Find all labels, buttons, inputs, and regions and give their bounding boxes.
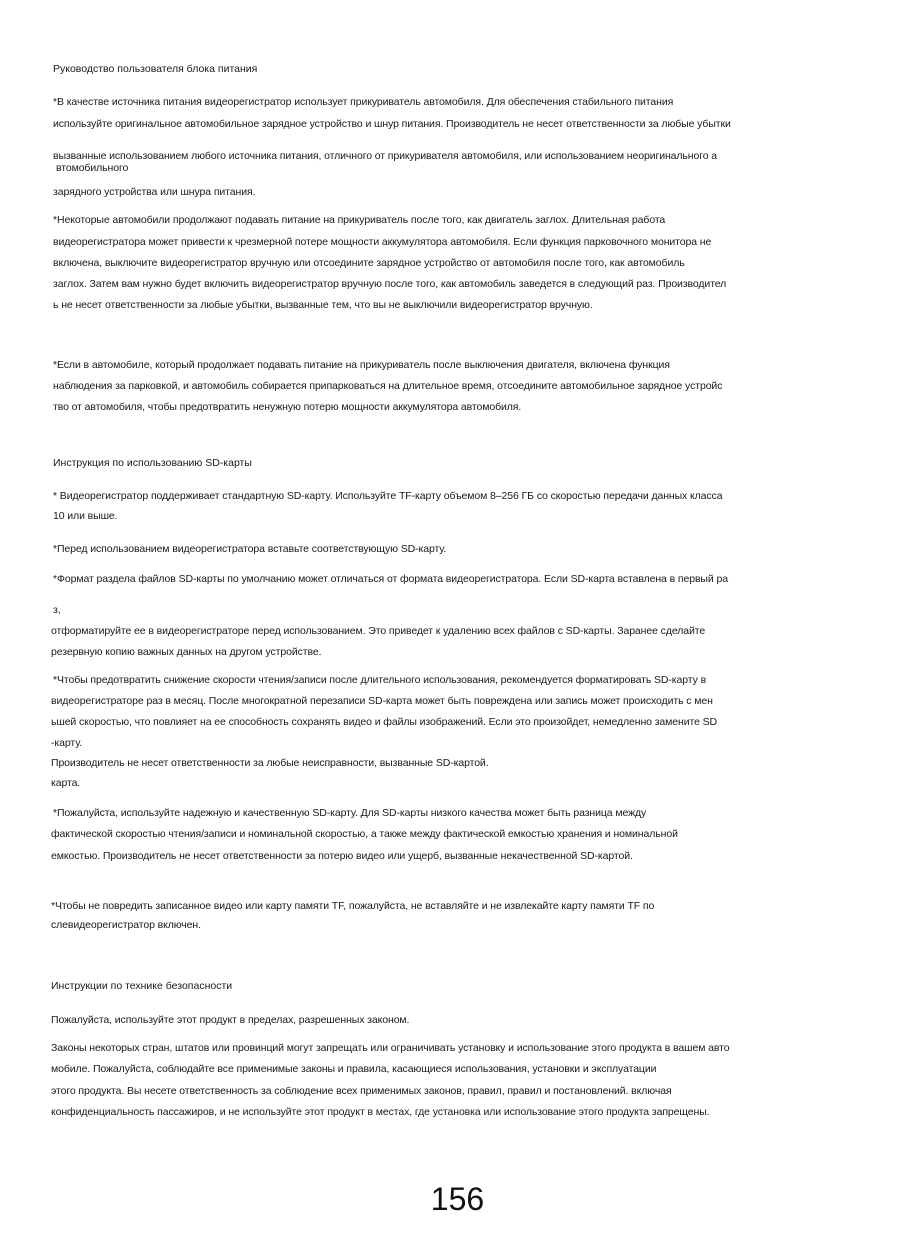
safety-line: Пожалуйста, используйте этот продукт в пределах, разрешенных законом. — [51, 1014, 410, 1026]
power-line: втомобильного — [56, 162, 129, 174]
safety-line: этого продукта. Вы несете ответственность за соблюдение всех применимых законов, правил, правил и постановлений. включая — [51, 1085, 672, 1097]
sd-line: *Чтобы не повредить записанное видео или карту памяти TF, пожалуйста, не вставляйте и не извлекайте карту памяти TF по — [51, 900, 655, 912]
safety-line: конфиденциальность пассажиров, и не используйте этот продукт в местах, где установка или использование этого продукта запрещены. — [51, 1106, 710, 1118]
power-line: видеорегистратора может привести к чрезмерной потере мощности аккумулятора автомобиля. Если функция парковочного монитора не — [53, 236, 712, 248]
sd-line: видеорегистраторе раз в месяц. После многократной перезаписи SD-карта может быть повреждена или запись может происходить с мен — [51, 695, 713, 707]
sd-line: ьшей скоростью, что повлияет на ее способность сохранять видео и файлы изображений. Если это произойдет, немедленно замените SD — [51, 716, 718, 728]
power-line: включена, выключите видеорегистратор вручную или отсоедините зарядное устройство от автомобиля после того, как автомобиль — [53, 257, 685, 269]
sd-line: з, — [53, 604, 61, 616]
sd-line: 10 или выше. — [53, 510, 118, 522]
sd-line: фактической скоростью чтения/записи и номинальной скоростью, а также между фактической емкостью хранения и номинальной — [51, 828, 678, 840]
page-number: 156 — [430, 1181, 485, 1217]
sd-line: *Чтобы предотвратить снижение скорости чтения/записи после длительного использования, рекомендуется форматировать SD-карту в — [53, 674, 707, 686]
power-line: вызванные использованием любого источника питания, отличного от прикуривателя автомобиля, или использованием неоригинального а — [53, 150, 718, 162]
sd-line: * Видеорегистратор поддерживает стандартную SD-карту. Используйте TF-карту объемом 8–256 ГБ со скоростью передачи данных класса — [53, 490, 723, 502]
sd-line: *Пожалуйста, используйте надежную и качественную SD-карту. Для SD-карты низкого качества может быть разница между — [53, 807, 647, 819]
safety-section-heading: Инструкции по технике безопасности — [51, 980, 233, 992]
safety-line: мобиле. Пожалуйста, соблюдайте все применимые законы и правила, касающиеся использования, установки и эксплуатации — [51, 1063, 657, 1075]
sd-line: слевидеорегистратор включен. — [51, 919, 201, 931]
power-line: наблюдения за парковкой, и автомобиль собирается припарковаться на длительное время, отсоедините автомобильное зарядное устройс — [53, 380, 723, 392]
sd-line: *Формат раздела файлов SD-карты по умолчанию может отличаться от формата видеорегистратора. Если SD-карта вставлена в первый ра — [53, 573, 728, 585]
power-line: *В качестве источника питания видеорегистратор использует прикуриватель автомобиля. Для обеспечения стабильного питания — [53, 96, 674, 108]
power-line: *Некоторые автомобили продолжают подавать питание на прикуриватель после того, как двигатель заглох. Длительная работа — [53, 214, 666, 226]
power-line: ь не несет ответственности за любые убытки, вызванные тем, что вы не выключили видеорегистратор вручную. — [53, 299, 593, 311]
sd-line: *Перед использованием видеорегистратора вставьте соответствующую SD-карту. — [53, 543, 447, 555]
power-line: используйте оригинальное автомобильное зарядное устройство и шнур питания. Производитель не несет ответственности за любые убытки — [53, 118, 731, 130]
sd-line: карта. — [51, 777, 81, 789]
power-line: заглох. Затем вам нужно будет включить видеорегистратор вручную после того, как автомобиль заведется в следующий раз. Производител — [53, 278, 727, 290]
power-line: тво от автомобиля, чтобы предотвратить ненужную потерю мощности аккумулятора автомобиля. — [53, 401, 522, 413]
power-section-heading: Руководство пользователя блока питания — [53, 63, 258, 75]
sd-line: отформатируйте ее в видеорегистраторе перед использованием. Это приведет к удалению всех файлов с SD-карты. Заранее сделайте — [51, 625, 706, 637]
power-line: *Если в автомобиле, который продолжает подавать питание на прикуриватель после выключения двигателя, включена функция — [53, 359, 670, 371]
power-line: зарядного устройства или шнура питания. — [53, 186, 256, 198]
sd-line: резервную копию важных данных на другом устройстве. — [51, 646, 322, 658]
sd-line: -карту. — [51, 737, 83, 749]
sd-line: емкостью. Производитель не несет ответственности за потерю видео или ущерб, вызванные некачественной SD-картой. — [51, 850, 633, 862]
sd-section-heading: Инструкция по использованию SD-карты — [53, 457, 252, 469]
safety-line: Законы некоторых стран, штатов или провинций могут запрещать или ограничивать установку и использование этого продукта в вашем авто — [51, 1042, 730, 1054]
sd-line: Производитель не несет ответственности за любые неисправности, вызванные SD-картой. — [51, 757, 489, 769]
